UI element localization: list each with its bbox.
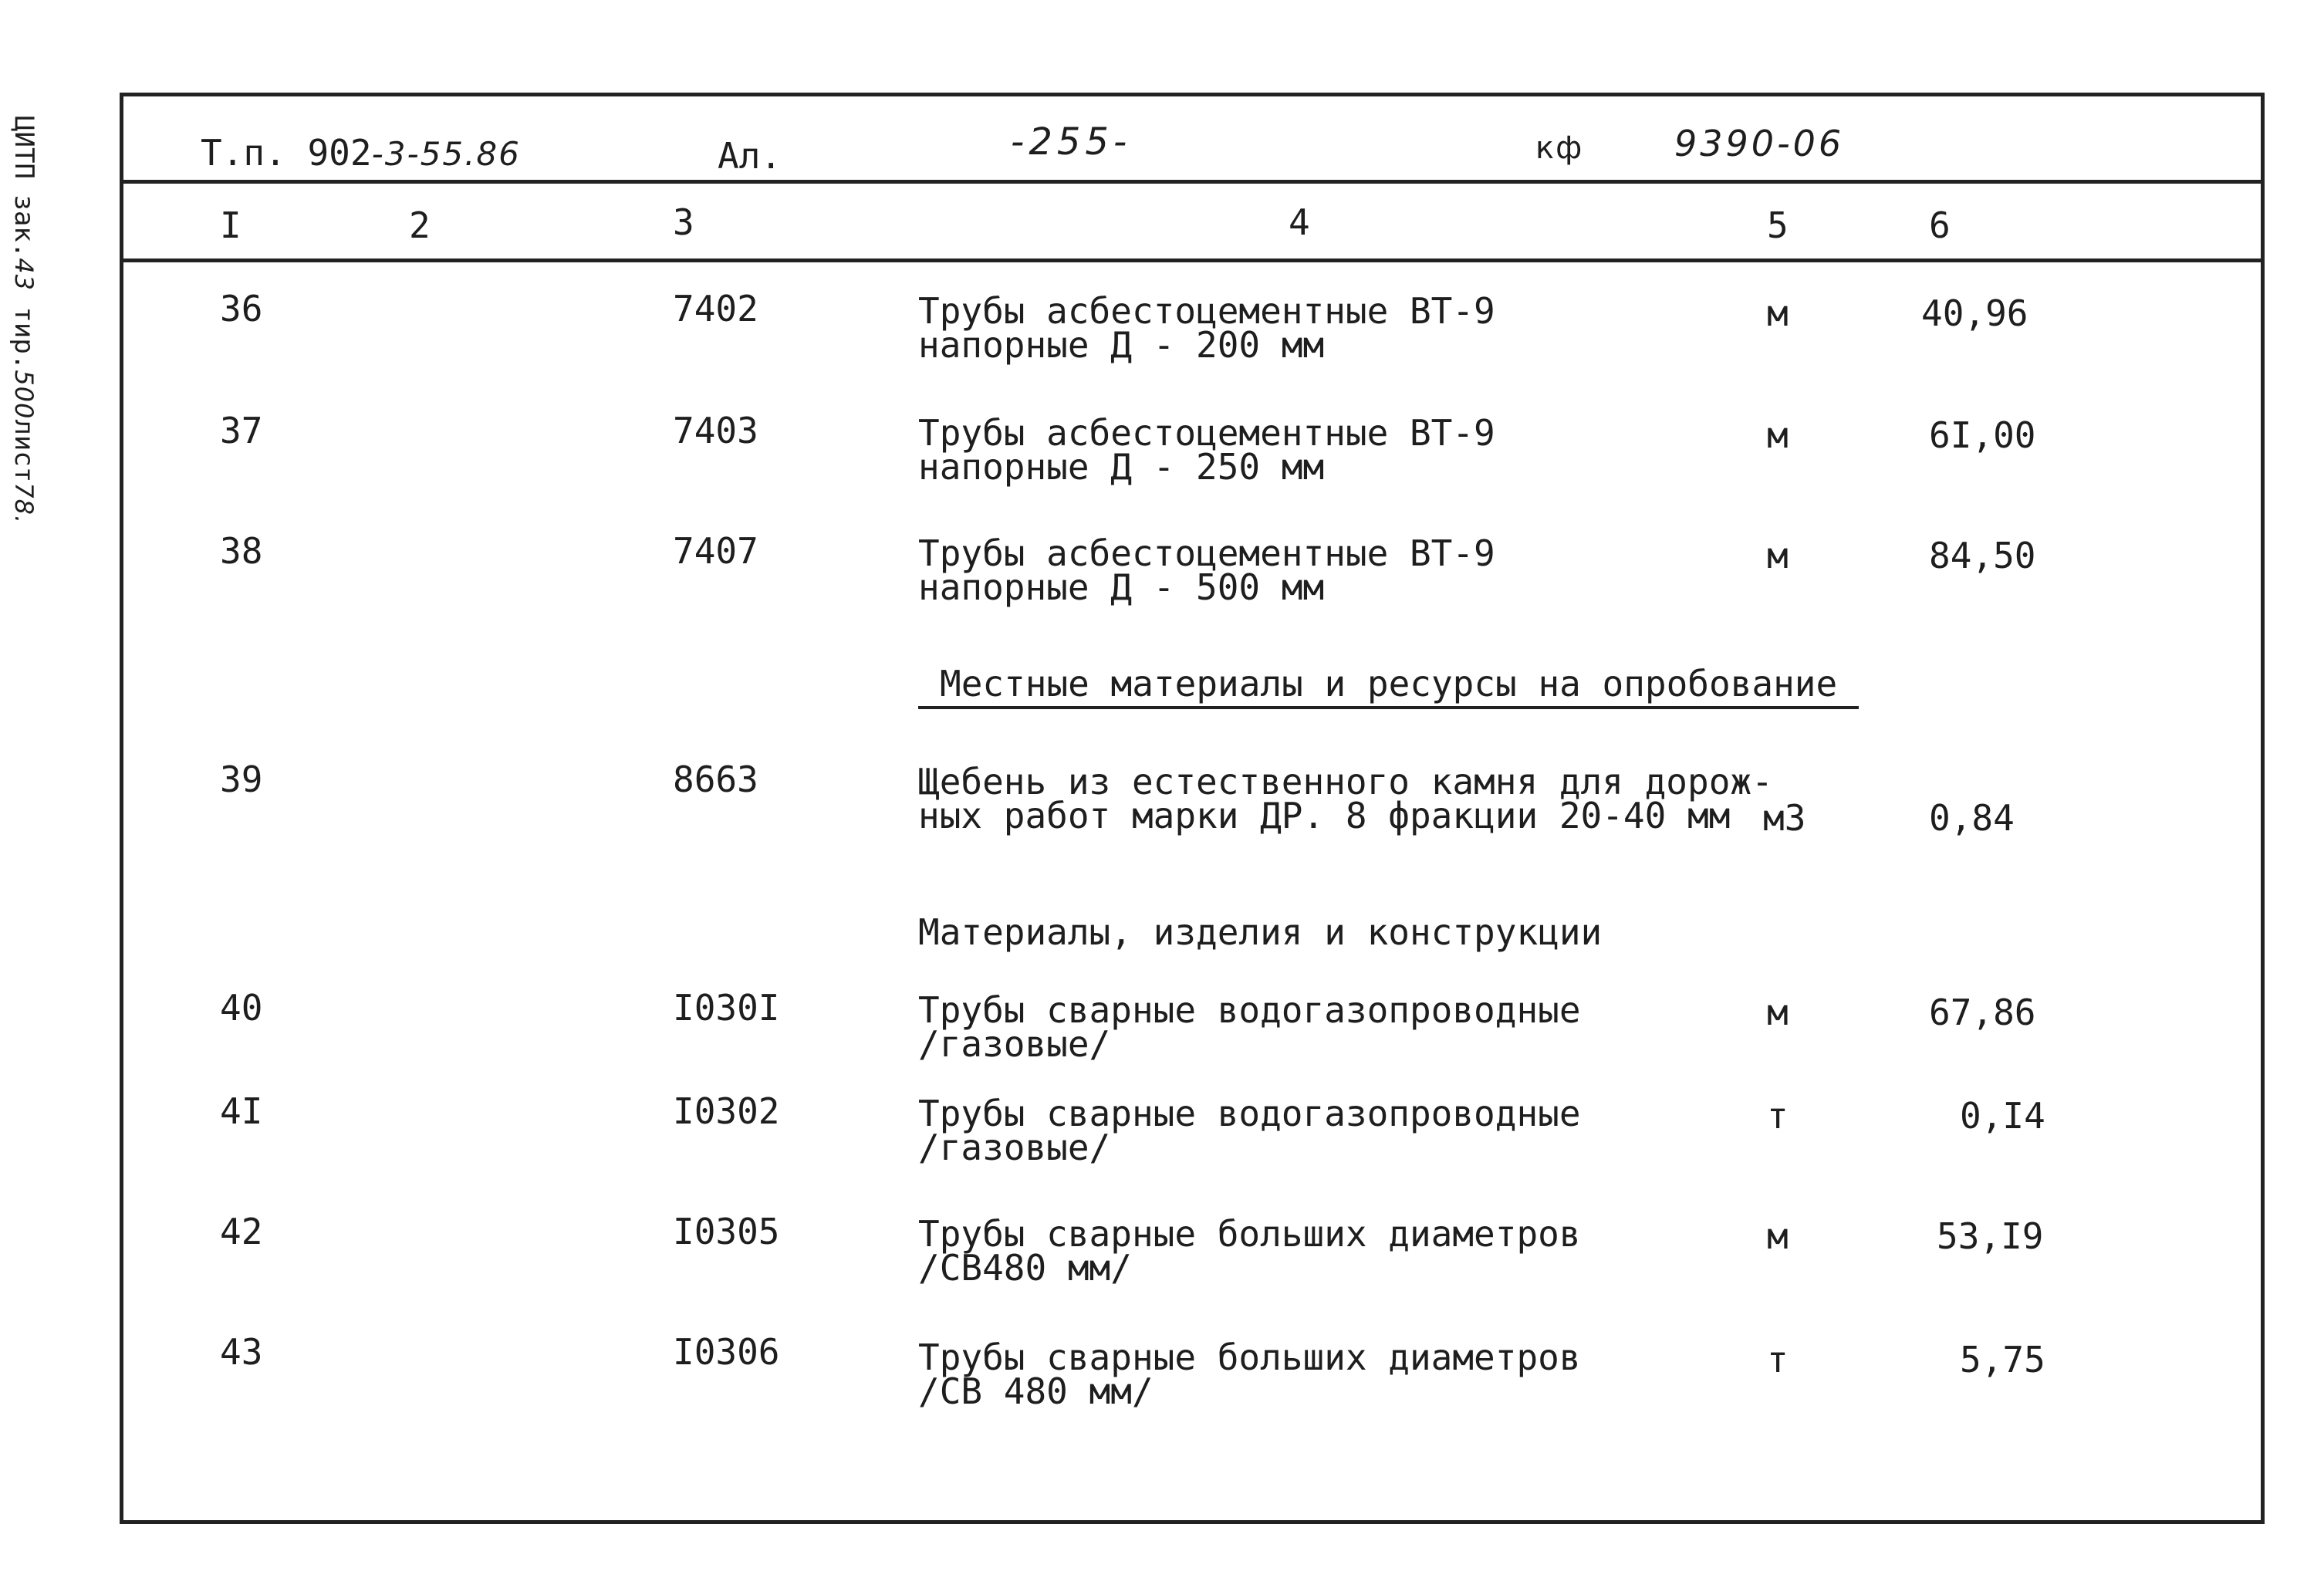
row-unit: м bbox=[1767, 992, 1789, 1033]
row-code: 7403 bbox=[673, 410, 758, 451]
row-quantity: 0,84 bbox=[1929, 797, 2015, 839]
margin-note-sheet: 78. bbox=[9, 482, 39, 525]
row-code: I030I bbox=[673, 987, 780, 1029]
row-unit: м bbox=[1767, 292, 1789, 334]
row-code: 7407 bbox=[673, 530, 758, 572]
row-number: 37 bbox=[220, 410, 263, 451]
col-3-header: 3 bbox=[673, 201, 694, 243]
row-unit: т bbox=[1767, 1095, 1789, 1137]
row-quantity: 0,I4 bbox=[1960, 1095, 2045, 1137]
row-number: 42 bbox=[220, 1211, 263, 1252]
row-number: 36 bbox=[220, 288, 263, 329]
margin-note-prefix: ЦИТП зак. bbox=[8, 116, 39, 259]
row-description: Трубы асбестоцементные ВТ-9 напорные Д - 250 мм bbox=[918, 412, 1495, 488]
row-unit: м3 bbox=[1763, 797, 1806, 839]
row-code: I0305 bbox=[673, 1211, 780, 1252]
row-number: 43 bbox=[220, 1331, 263, 1373]
row-code: I0302 bbox=[673, 1090, 780, 1132]
col-6-header: 6 bbox=[1929, 204, 1951, 246]
document-frame bbox=[120, 93, 2265, 1524]
row-quantity: 53,I9 bbox=[1937, 1215, 2044, 1257]
section-materials: Материалы, изделия и конструкции bbox=[918, 911, 1603, 953]
margin-note bbox=[8, 116, 39, 525]
col-5-header: 5 bbox=[1767, 204, 1789, 246]
col-1-header: I bbox=[220, 204, 242, 246]
col-2-header: 2 bbox=[409, 204, 431, 246]
column-header-rule bbox=[123, 259, 2261, 262]
row-description: Трубы сварные больших диаметров /СВ 480 мм/ bbox=[918, 1336, 1581, 1412]
margin-note-suffix: лист bbox=[8, 419, 39, 483]
row-quantity: 40,96 bbox=[1921, 292, 2028, 334]
row-quantity: 67,86 bbox=[1929, 992, 2036, 1033]
row-description: Щебень из естественного камня для дорож- ных работ марки ДР. 8 фракции 20-40 мм bbox=[918, 761, 1773, 836]
row-number: 4I bbox=[220, 1090, 263, 1132]
row-description: Трубы асбестоцементные ВТ-9 напорные Д - 500 мм bbox=[918, 532, 1495, 608]
tp-designation bbox=[201, 132, 521, 174]
header-rule bbox=[123, 180, 2261, 184]
row-description: Трубы сварные водогазопроводные /газовые/ bbox=[918, 989, 1581, 1065]
tp-code-print: 902 bbox=[307, 132, 372, 174]
margin-note-run: 500 bbox=[9, 370, 39, 420]
col-4-header: 4 bbox=[1289, 201, 1310, 243]
row-description: Трубы сварные водогазопроводные /газовые/ bbox=[918, 1093, 1581, 1168]
row-number: 39 bbox=[220, 759, 263, 800]
row-quantity: 84,50 bbox=[1929, 535, 2036, 576]
row-number: 40 bbox=[220, 987, 263, 1029]
row-description: Трубы сварные больших диаметров /СВ480 мм/ bbox=[918, 1213, 1581, 1289]
row-description: Трубы асбестоцементные ВТ-9 напорные Д - 200 мм bbox=[918, 290, 1495, 366]
row-unit: м bbox=[1767, 1215, 1789, 1257]
row-quantity: 5,75 bbox=[1960, 1339, 2045, 1380]
row-unit: м bbox=[1767, 535, 1789, 576]
row-quantity: 6I,00 bbox=[1929, 414, 2036, 456]
tp-code-hand: -3-55.86 bbox=[371, 135, 521, 173]
margin-note-middle: тир. bbox=[8, 290, 39, 370]
row-unit: т bbox=[1767, 1339, 1789, 1380]
row-number: 38 bbox=[220, 530, 263, 572]
album-label: Ал. bbox=[718, 135, 782, 177]
kf-number: 9390-06 bbox=[1674, 123, 1845, 164]
page-number: -255- bbox=[1011, 120, 1132, 164]
row-code: 8663 bbox=[673, 759, 758, 800]
row-code: 7402 bbox=[673, 288, 758, 329]
tp-label: Т.п. bbox=[201, 132, 286, 174]
kf-label: кф bbox=[1535, 130, 1584, 166]
section-local-materials: Местные материалы и ресурсы на опробование bbox=[918, 666, 1859, 709]
row-code: I0306 bbox=[673, 1331, 780, 1373]
margin-note-order: 43 bbox=[9, 258, 39, 291]
row-unit: м bbox=[1767, 414, 1789, 456]
